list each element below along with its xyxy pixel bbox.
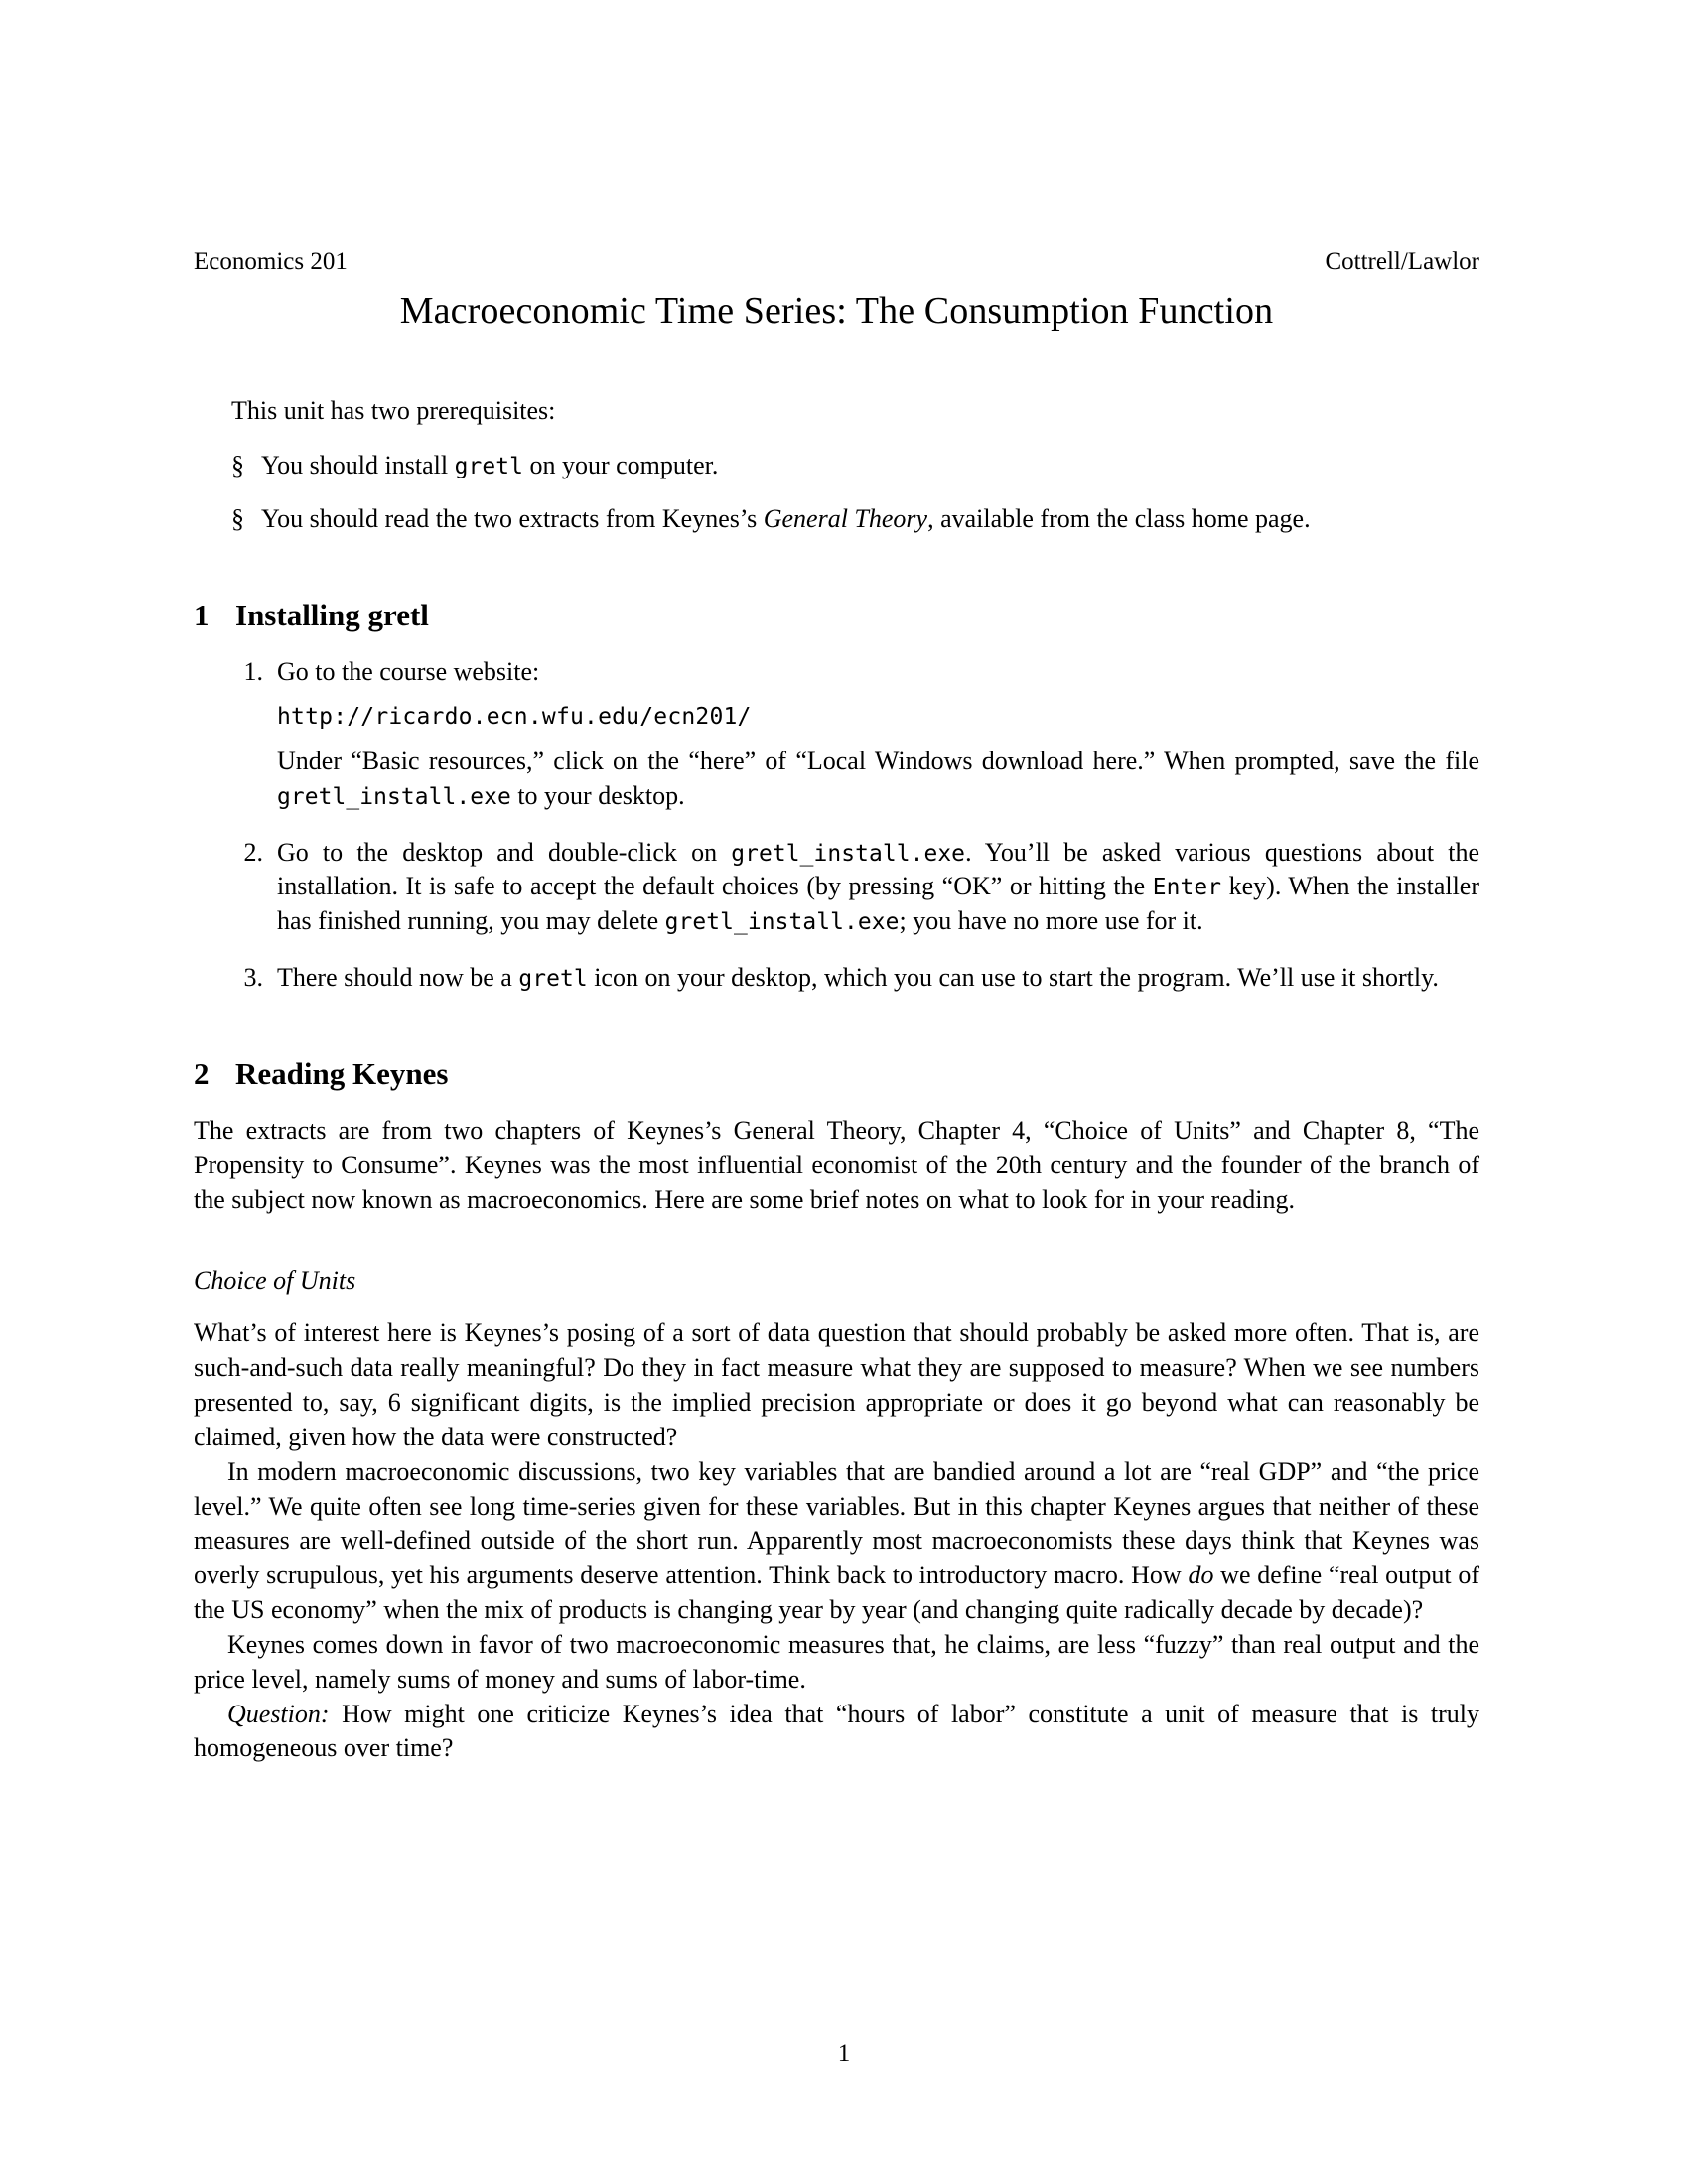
page-title: Macroeconomic Time Series: The Consumption Function [399, 289, 1274, 332]
list-item-text [261, 502, 1479, 537]
para-2-part-b: we define “real output of the US economy” when the mix of products is changing year by year (and changing quite radically decade by decade)? [194, 1561, 1479, 1625]
step-1-pre: Under “Basic resources,” click on the “here” of “Local Windows download here.” When prompted, save the file [277, 746, 1479, 775]
course-website-url[interactable]: http://ricardo.ecn.wfu.edu/ecn201/ [277, 704, 752, 731]
installer-filename: gretl_install.exe [277, 783, 511, 810]
page-content [194, 248, 1479, 1766]
section-heading-installing-gretl [194, 597, 1479, 633]
page-number: 1 [837, 2040, 851, 2067]
list-item-text [277, 655, 1479, 813]
list-item [231, 655, 1479, 813]
prerequisites-block [194, 394, 1479, 537]
bullet-1-post: on your computer. [522, 450, 719, 479]
enter-key-label: Enter [1152, 875, 1222, 901]
keynes-intro-paragraph: The extracts are from two chapters of Keynes’s General Theory, Chapter 4, “Choice of Units” and Chapter 8, “The Propensity to Consume”. Keynes was the most influential economist of the 20th century and the founder of the branch of the subject now known as macroeconomics. Here are some brief notes on what to look for in your reading. [194, 1116, 1479, 1214]
choice-of-units-paragraph-3: Keynes comes down in favor of two macroeconomic measures that, he claims, are less “fuzzy” than real output and the price level, namely sums of money and sums of labor-time. [194, 1629, 1479, 1694]
question-body: How might one criticize Keynes’s idea that “hours of labor” constitute a unit of measure that is truly homogeneous over time? [194, 1699, 1479, 1763]
gretl-label: gretl [518, 966, 588, 993]
step-3-p2: icon on your desktop, which you can use to start the program. We’ll use it shortly. [587, 963, 1439, 993]
list-item [231, 961, 1479, 996]
choice-of-units-paragraph-2 [194, 1455, 1479, 1628]
list-item-text [277, 836, 1479, 939]
list-item-text [277, 961, 1479, 996]
prerequisites-list [231, 449, 1479, 538]
section-number: 1 [194, 598, 210, 633]
section-number: 2 [194, 1055, 210, 1091]
section-title: Reading Keynes [235, 1055, 449, 1091]
question-label: Question: [227, 1699, 330, 1728]
bullet-2-post: , available from the class home page. [927, 504, 1311, 534]
list-item [231, 449, 1479, 483]
step-1-line-1: Go to the course website: [277, 657, 540, 687]
bullet-2-pre: You should read the two extracts from Keynes’s [261, 504, 764, 534]
step-2-p4: ; you have no more use for it. [899, 906, 1203, 936]
section-title: Installing gretl [235, 598, 429, 633]
list-item-text [261, 449, 1479, 483]
step-3-p1: There should now be a [277, 963, 519, 993]
list-item [231, 836, 1479, 939]
list-item-marker: 3. [243, 963, 263, 993]
installer-filename: gretl_install.exe [731, 840, 966, 867]
installer-filename: gretl_install.exe [664, 909, 900, 936]
running-head [194, 248, 1479, 276]
prerequisites-lead: This unit has two prerequisites: [231, 396, 556, 426]
choice-of-units-paragraph-1: What’s of interest here is Keynes’s posing of a sort of data question that should probably be asked more often. That is, are such-and-such data really meaningful? Do they in fact measure what they are supposed to measure? When we see numbers presented to, say, 6 significant digits, is the implied precision appropriate or does it go beyond what can reasonably be claimed, given how the data were constructed? [194, 1318, 1479, 1451]
step-2-p2: . You’ll be asked various questions about the installation. It is safe to accept the default choices (by pressing “OK” or hitting the [277, 837, 1479, 901]
list-item [231, 502, 1479, 537]
step-1-line-2 [277, 745, 1479, 814]
section-heading-reading-keynes [194, 1055, 1479, 1092]
authors-label: Cottrell/Lawlor [1325, 248, 1479, 275]
bullet-1-mono: gretl [454, 453, 523, 479]
install-steps-list [194, 655, 1479, 996]
step-2-p1: Go to the desktop and double-click on [277, 837, 732, 867]
list-item-marker: 1. [243, 657, 263, 687]
section-sign-icon: § [231, 450, 244, 479]
subsection-heading-choice-of-units: Choice of Units [194, 1265, 356, 1295]
list-item-marker: 2. [243, 837, 263, 867]
course-label: Economics 201 [194, 248, 348, 275]
step-2-text [277, 836, 1479, 939]
para-2-emphasis: do [1188, 1561, 1214, 1590]
bullet-2-italic: General Theory [763, 504, 928, 534]
step-3-text [277, 961, 1479, 996]
para-2-part-a: In modern macroeconomic discussions, two key variables that are bandied around a lot are “real GDP” and “the price level.” We quite often see long time-series given for these variables. But in this chapter Keynes argues that neither of these measures are well-defined outside of the short run. Apparently most macroeconomists these days think that Keynes was overly scrupulous, yet his arguments deserve attention. Think back to introductory macro. How [194, 1456, 1479, 1590]
step-2-p3: key). When the installer has finished running, you may delete [277, 872, 1479, 936]
bullet-1-pre: You should install [261, 450, 455, 479]
step-1-post: to your desktop. [510, 780, 685, 810]
section-sign-icon: § [231, 504, 244, 534]
choice-of-units-question [194, 1698, 1479, 1767]
